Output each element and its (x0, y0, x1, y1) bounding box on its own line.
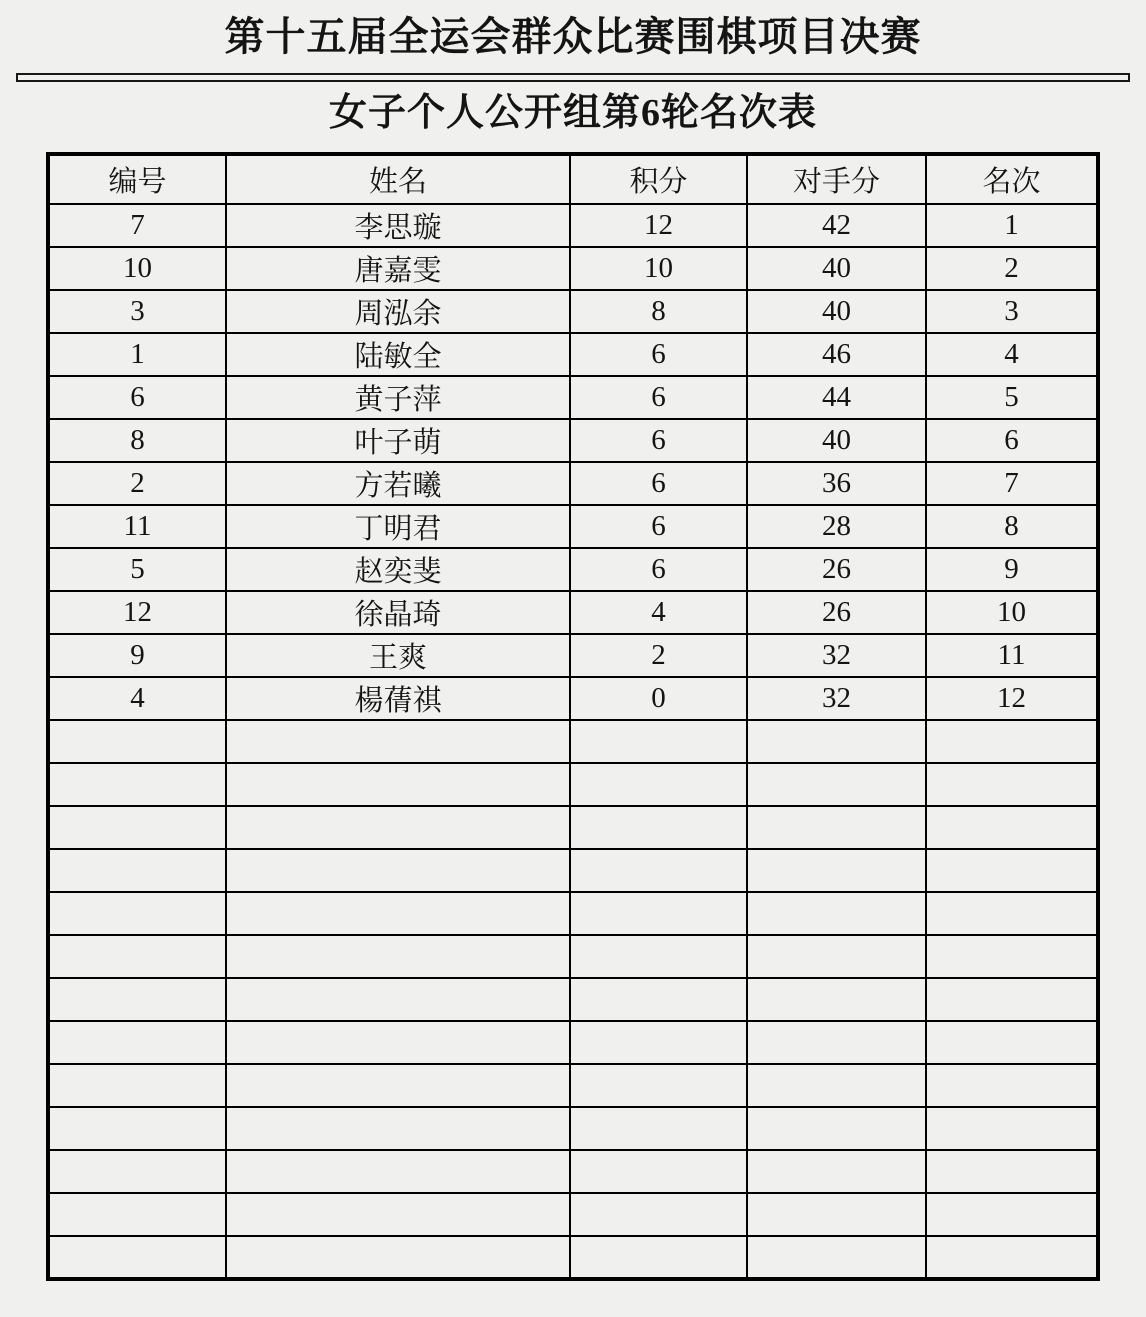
empty-cell (570, 1236, 747, 1279)
cell-rank: 2 (926, 247, 1098, 290)
col-header-points: 积分 (570, 154, 747, 204)
cell-points: 2 (570, 634, 747, 677)
cell-opponent-score: 44 (747, 376, 926, 419)
table-row (48, 204, 1098, 247)
empty-cell (48, 763, 226, 806)
empty-cell (48, 1107, 226, 1150)
cell-rank: 5 (926, 376, 1098, 419)
empty-cell (226, 806, 570, 849)
cell-rank: 11 (926, 634, 1098, 677)
cell-name: 王爽 (226, 634, 570, 677)
empty-cell (926, 1107, 1098, 1150)
cell-points: 4 (570, 591, 747, 634)
empty-cell (747, 1150, 926, 1193)
empty-cell (926, 892, 1098, 935)
empty-row (48, 806, 1098, 849)
empty-cell (226, 935, 570, 978)
title-divider-rule (16, 73, 1130, 82)
empty-cell (747, 720, 926, 763)
empty-cell (926, 806, 1098, 849)
cell-name: 唐嘉雯 (226, 247, 570, 290)
cell-name: 李思璇 (226, 204, 570, 247)
cell-points: 6 (570, 333, 747, 376)
empty-row (48, 720, 1098, 763)
cell-name: 黄子萍 (226, 376, 570, 419)
empty-cell (570, 978, 747, 1021)
empty-cell (48, 1021, 226, 1064)
empty-row (48, 1236, 1098, 1279)
empty-cell (926, 978, 1098, 1021)
empty-cell (226, 1193, 570, 1236)
cell-points: 6 (570, 376, 747, 419)
empty-cell (926, 1193, 1098, 1236)
empty-cell (226, 978, 570, 1021)
cell-points: 8 (570, 290, 747, 333)
empty-cell (48, 892, 226, 935)
cell-name: 徐晶琦 (226, 591, 570, 634)
empty-row (48, 1150, 1098, 1193)
col-header-number: 编号 (48, 154, 226, 204)
cell-name: 陆敏全 (226, 333, 570, 376)
empty-cell (48, 720, 226, 763)
empty-cell (48, 1193, 226, 1236)
empty-row (48, 1021, 1098, 1064)
cell-points: 10 (570, 247, 747, 290)
cell-name: 方若曦 (226, 462, 570, 505)
cell-number: 4 (48, 677, 226, 720)
empty-cell (226, 892, 570, 935)
cell-points: 6 (570, 462, 747, 505)
empty-cell (747, 1064, 926, 1107)
cell-points: 12 (570, 204, 747, 247)
empty-cell (48, 1150, 226, 1193)
cell-points: 6 (570, 505, 747, 548)
empty-cell (926, 1021, 1098, 1064)
empty-row (48, 1064, 1098, 1107)
page-title: 第十五届全运会群众比赛围棋项目决赛 (224, 14, 922, 59)
empty-cell (226, 849, 570, 892)
cell-opponent-score: 40 (747, 290, 926, 333)
empty-row (48, 1107, 1098, 1150)
cell-rank: 4 (926, 333, 1098, 376)
cell-opponent-score: 28 (747, 505, 926, 548)
table-row (48, 677, 1098, 720)
col-header-opponent-score: 对手分 (747, 154, 926, 204)
table-row (48, 591, 1098, 634)
empty-cell (570, 1150, 747, 1193)
empty-cell (926, 1236, 1098, 1279)
empty-cell (747, 849, 926, 892)
empty-cell (747, 806, 926, 849)
table-row (48, 419, 1098, 462)
empty-row (48, 849, 1098, 892)
cell-name: 赵奕斐 (226, 548, 570, 591)
col-header-rank: 名次 (926, 154, 1098, 204)
empty-cell (226, 1021, 570, 1064)
empty-cell (926, 720, 1098, 763)
empty-cell (570, 1064, 747, 1107)
cell-rank: 8 (926, 505, 1098, 548)
empty-cell (226, 1150, 570, 1193)
empty-cell (926, 763, 1098, 806)
cell-opponent-score: 26 (747, 591, 926, 634)
results-table (46, 152, 1100, 1281)
empty-cell (747, 935, 926, 978)
cell-number: 6 (48, 376, 226, 419)
empty-cell (226, 763, 570, 806)
cell-points: 6 (570, 419, 747, 462)
cell-name: 叶子萌 (226, 419, 570, 462)
empty-cell (570, 892, 747, 935)
empty-cell (570, 1107, 747, 1150)
cell-number: 7 (48, 204, 226, 247)
empty-cell (48, 935, 226, 978)
empty-cell (48, 1064, 226, 1107)
empty-cell (48, 978, 226, 1021)
empty-cell (570, 720, 747, 763)
cell-rank: 1 (926, 204, 1098, 247)
table-row (48, 290, 1098, 333)
cell-number: 1 (48, 333, 226, 376)
table-row (48, 462, 1098, 505)
cell-name: 丁明君 (226, 505, 570, 548)
cell-opponent-score: 32 (747, 634, 926, 677)
cell-name: 周泓余 (226, 290, 570, 333)
empty-cell (747, 1193, 926, 1236)
empty-cell (926, 935, 1098, 978)
empty-cell (570, 849, 747, 892)
empty-row (48, 1193, 1098, 1236)
empty-cell (226, 1236, 570, 1279)
empty-cell (570, 1021, 747, 1064)
cell-opponent-score: 26 (747, 548, 926, 591)
table-row (48, 247, 1098, 290)
cell-opponent-score: 40 (747, 419, 926, 462)
cell-rank: 10 (926, 591, 1098, 634)
empty-row (48, 935, 1098, 978)
cell-number: 11 (48, 505, 226, 548)
col-header-name: 姓名 (226, 154, 570, 204)
cell-points: 0 (570, 677, 747, 720)
empty-cell (570, 1193, 747, 1236)
empty-cell (747, 1236, 926, 1279)
cell-opponent-score: 36 (747, 462, 926, 505)
cell-number: 2 (48, 462, 226, 505)
empty-cell (926, 1150, 1098, 1193)
empty-cell (570, 806, 747, 849)
empty-cell (570, 763, 747, 806)
empty-cell (570, 935, 747, 978)
table-row (48, 548, 1098, 591)
cell-rank: 7 (926, 462, 1098, 505)
empty-cell (747, 1021, 926, 1064)
cell-name: 楊蒨祺 (226, 677, 570, 720)
cell-rank: 9 (926, 548, 1098, 591)
cell-opponent-score: 46 (747, 333, 926, 376)
empty-cell (226, 1107, 570, 1150)
table-row (48, 505, 1098, 548)
cell-points: 6 (570, 548, 747, 591)
table-title: 女子个人公开组第6轮名次表 (328, 92, 817, 134)
cell-rank: 12 (926, 677, 1098, 720)
cell-opponent-score: 42 (747, 204, 926, 247)
empty-cell (747, 1107, 926, 1150)
cell-rank: 6 (926, 419, 1098, 462)
table-row (48, 634, 1098, 677)
empty-cell (747, 978, 926, 1021)
header-row (48, 154, 1098, 204)
empty-cell (747, 763, 926, 806)
cell-number: 3 (48, 290, 226, 333)
empty-cell (226, 1064, 570, 1107)
cell-opponent-score: 32 (747, 677, 926, 720)
cell-rank: 3 (926, 290, 1098, 333)
cell-number: 10 (48, 247, 226, 290)
empty-cell (48, 1236, 226, 1279)
empty-row (48, 763, 1098, 806)
cell-opponent-score: 40 (747, 247, 926, 290)
table-row (48, 333, 1098, 376)
empty-row (48, 978, 1098, 1021)
cell-number: 9 (48, 634, 226, 677)
cell-number: 12 (48, 591, 226, 634)
cell-number: 5 (48, 548, 226, 591)
empty-row (48, 892, 1098, 935)
empty-cell (926, 1064, 1098, 1107)
cell-number: 8 (48, 419, 226, 462)
empty-cell (48, 806, 226, 849)
table-row (48, 376, 1098, 419)
empty-cell (926, 849, 1098, 892)
empty-cell (747, 892, 926, 935)
empty-cell (226, 720, 570, 763)
empty-cell (48, 849, 226, 892)
